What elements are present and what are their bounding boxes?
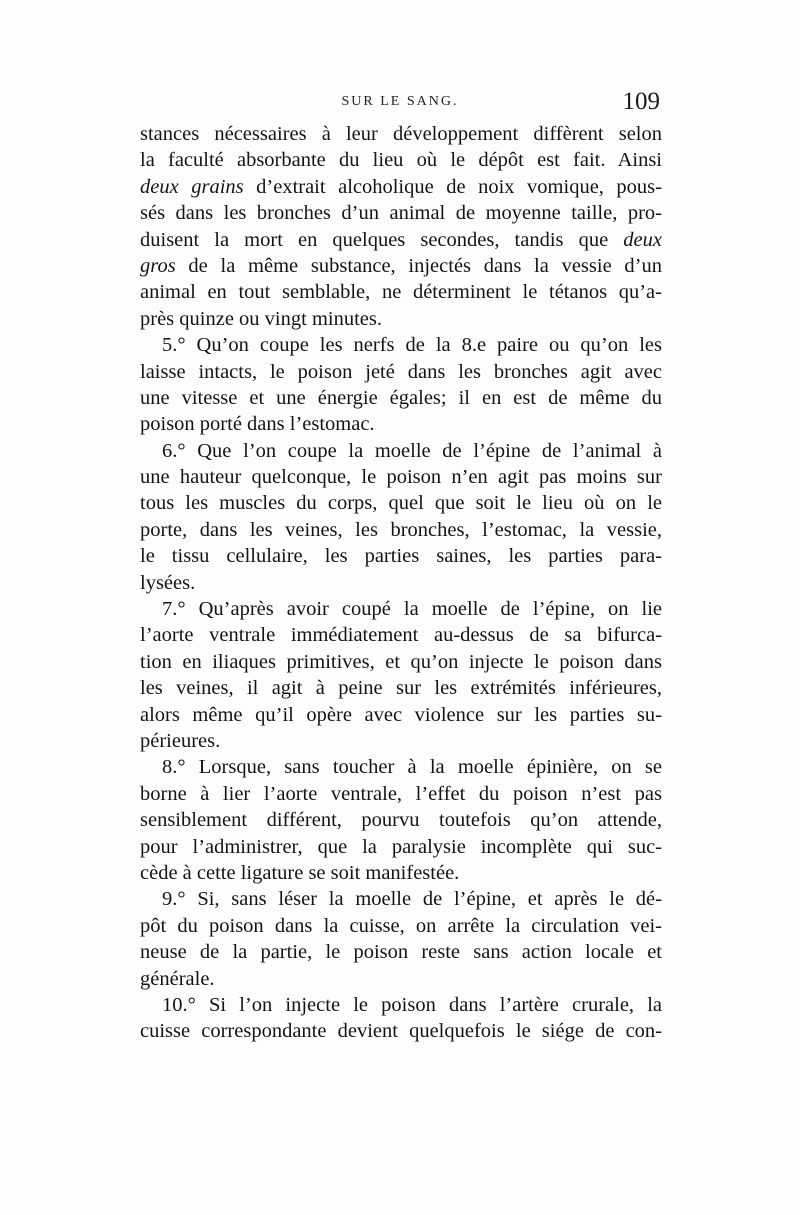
paragraph-9-start: 9.° Si, sans léser la moelle de l’épine, et après le dé- [162, 888, 662, 911]
text-line: stances nécessaires à leur développement diffèrent selon [140, 123, 662, 145]
text-line: les veines, il agit à peine sur les extrémités inférieures, [140, 677, 662, 700]
text-line: borne à lier l’aorte ventrale, l’effet du poison n’est pas [140, 782, 662, 805]
italic-phrase: deux grains [140, 175, 244, 198]
text-line [140, 174, 662, 200]
italic-phrase: gros [140, 254, 176, 277]
text-line: cuisse correspondante devient quelquefois le siége de con- [140, 1020, 662, 1043]
text-line: neuse de la partie, le poison reste sans action locale et [140, 941, 662, 964]
text-line [140, 253, 662, 279]
text-line: tous les muscles du corps, quel que soit le lieu où on le [140, 492, 662, 515]
text-line: animal en tout semblable, ne déterminent le tétanos qu’a- [140, 281, 662, 304]
paragraph-8-start: 8.° Lorsque, sans toucher à la moelle épinière, on se [162, 756, 662, 779]
text-line: sensiblement différent, pourvu toutefois qu’on attende, [140, 809, 662, 832]
text-line: une vitesse et une énergie égales; il en est de même du [140, 386, 662, 409]
italic-phrase: deux [623, 228, 662, 251]
text-line: le tissu cellulaire, les parties saines, les parties para- [140, 545, 662, 568]
body-text [140, 121, 662, 1045]
text-line: lysées. [140, 571, 196, 594]
text-line: une hauteur quelconque, le poison n’en agit pas moins sur [140, 466, 662, 489]
page-number: 109 [622, 88, 660, 115]
text-line: l’aorte ventrale immédiatement au-dessus de sa bifurca- [140, 624, 662, 647]
paragraph-7-start: 7.° Qu’après avoir coupé la moelle de l’épine, on lie [162, 598, 662, 621]
paragraph-6-start: 6.° Que l’on coupe la moelle de l’épine de l’animal à [162, 439, 662, 462]
text-run: duisent la mort en quelques secondes, tandis que [140, 228, 624, 251]
text-line: près quinze ou vingt minutes. [140, 307, 382, 330]
text-line: tion en iliaques primitives, et qu’on injecte le poison dans [140, 650, 662, 673]
running-title: SUR LE SANG. [341, 94, 459, 109]
text-line: générale. [140, 967, 215, 990]
text-line [140, 227, 662, 253]
paragraph-5-start: 5.° Qu’on coupe les nerfs de la 8.e paire ou qu’on les [162, 334, 662, 357]
text-line: pour l’administrer, que la paralysie incomplète qui suc- [140, 835, 662, 858]
text-run: de la même substance, injectés dans la vessie d’un [175, 254, 662, 277]
text-line: sés dans les bronches d’un animal de moyenne taille, pro- [140, 202, 662, 225]
text-line: cède à cette ligature se soit manifestée. [140, 861, 460, 884]
text-line: poison porté dans l’estomac. [140, 413, 375, 436]
text-line: périeures. [140, 729, 221, 752]
running-header [140, 88, 660, 120]
text-line: la faculté absorbante du lieu où le dépôt est fait. Ainsi [140, 149, 662, 172]
text-line: laisse intacts, le poison jeté dans les bronches agit avec [140, 360, 662, 383]
text-line: pôt du poison dans la cuisse, on arrête la circulation vei- [140, 914, 662, 937]
text-run: d’extrait alcoholique de noix vomique, pous- [243, 175, 662, 198]
paragraph-10-start: 10.° Si l’on injecte le poison dans l’artère crurale, la [162, 993, 662, 1016]
text-line: alors même qu’il opère avec violence sur les parties su- [140, 703, 662, 726]
text-line: porte, dans les veines, les bronches, l’estomac, la vessie, [140, 518, 662, 541]
